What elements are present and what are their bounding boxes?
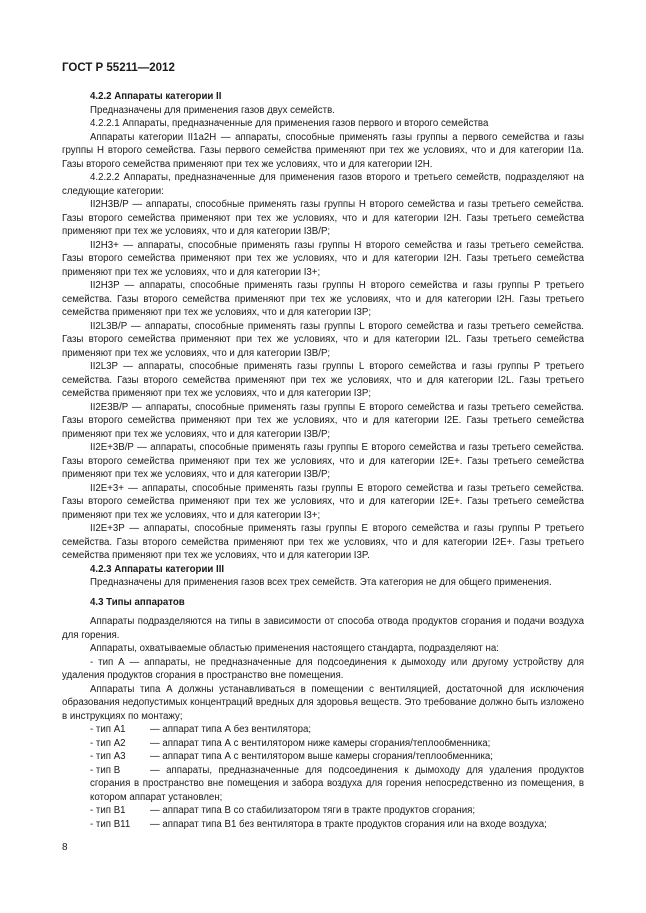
type-list-item <box>62 737 584 751</box>
type-description: — аппарат типа А без вентилятора; <box>150 724 312 735</box>
document-body <box>62 90 584 831</box>
paragraph: Аппараты типа А должны устанавливаться в помещении с вентиляцией, достаточной для исключения образования недопустимых концентраций вредных для здоровья веществ. Это требование должно быть изложено в инструкциях по монтажу; <box>62 683 584 722</box>
type-label: - тип B1 <box>90 805 126 816</box>
document-header: ГОСТ Р 55211—2012 <box>62 62 175 74</box>
type-list-item <box>62 723 584 737</box>
type-description: — аппарат типа А с вентилятором ниже камеры сгорания/теплообменника; <box>150 737 491 749</box>
paragraph: II2L3P — аппараты, способные применять газы группы L второго семейства и газы группы Р третьего семейства. Газы второго семейства применяют при тех же условиях, что и для категории I2L. Газы третьего семейства применяют при тех же условиях, что и для категории I3P; <box>62 361 584 399</box>
type-list-item <box>62 764 584 805</box>
paragraph: - тип А — аппараты, не предназначенные для подсоединения к дымоходу или другому устройству для удаления продуктов сгорания в пространство вне помещения. <box>62 656 584 681</box>
section-heading: 4.3 Типы аппаратов <box>90 596 185 608</box>
type-label: - тип B11 <box>90 818 131 830</box>
page-number: 8 <box>62 842 68 853</box>
paragraph: II2H3P — аппараты, способные применять газы группы Н второго семейства и газы группы Р третьего семейства. Газы второго семейства применяют при тех же условиях, что и для категории I2H. Газы третьего семейства применяют при тех же условиях, что и для категории I3P; <box>62 280 584 318</box>
paragraph: Аппараты подразделяются на типы в зависимости от способа отвода продуктов сгорания и подачи воздуха для горения. <box>62 616 584 641</box>
section-heading: 4.2.2 Аппараты категории II <box>90 91 222 102</box>
type-description: — аппарат типа А с вентилятором выше камеры сгорания/теплообменника; <box>150 751 494 762</box>
paragraph: II2E+3B/P — аппараты, способные применять газы группы Е второго семейства и газы третьего семейства. Газы второго семейства применяют при тех же условиях, что и для категории I2E+. Газы третьего семейства применяют при тех же условиях, что и для категории I3B/P; <box>62 442 584 480</box>
paragraph: 4.2.2.2 Аппараты, предназначенные для применения газов второго и третьего семейств, подразделяют на следующие категории: <box>62 172 584 197</box>
section-heading: 4.2.3 Аппараты категории III <box>90 563 225 575</box>
paragraph: II2E3B/P — аппараты, способные применять газы группы Е второго семейства и газы третьего семейства. Газы второго семейства применяют при тех же условиях, что и для категории I2E. Газы третьего семейства применяют при тех же условиях, что и для категории I3B/P; <box>62 401 584 440</box>
type-description: — аппарат типа B1 без вентилятора в тракте продуктов сгорания или на входе воздуха; <box>150 818 547 830</box>
type-label: - тип A2 <box>90 737 126 749</box>
paragraph: Предназначены для применения газов всех трех семейств. Эта категория не для общего применения. <box>90 577 552 588</box>
paragraph: Аппараты, охватываемые областью применения настоящего стандарта, подразделяют на: <box>90 643 499 654</box>
type-description: — аппарат типа В со стабилизатором тяги в тракте продуктов сгорания; <box>150 805 476 816</box>
type-list-item <box>62 804 584 818</box>
paragraph: II2H3+ — аппараты, способные применять газы группы Н второго семейства и газы третьего семейства. Газы второго семейства применяют при тех же условиях, что и для категории I2H. Газы третьего семейства применяют при тех же условиях, что и для категории I3+; <box>62 239 584 278</box>
paragraph: II2H3B/P — аппараты, способные применять газы группы Н второго семейства и газы третьего семейства. Газы второго семейства применяют при тех же условиях, что и для категории I2H. Газы третьего семейства применяют при тех же условиях, что и для категории I3B/P; <box>62 199 584 237</box>
type-list-item <box>62 750 584 764</box>
type-list-item <box>62 818 584 832</box>
paragraph: 4.2.2.1 Аппараты, предназначенные для применения газов первого и второго семейства <box>90 118 489 129</box>
paragraph: Аппараты категории II1a2H — аппараты, способные применять газы группы а первого семейства и газы группы Н второго семейства. Газы первого семейства применяют при тех же условиях, что и для категории I1a. Газы второго семейства применяют при тех же условиях, что и для категории I2H. <box>62 131 584 170</box>
paragraph: II2E+3+ — аппараты, способные применять газы группы Е второго семейства и газы третьего семейства. Газы второго семейства применяют при тех же условиях, что и для категории I2E+. Газы третьего семейства применяют при тех же условиях, что и для категории I3+; <box>62 482 584 521</box>
paragraph: Предназначены для применения газов двух семейств. <box>90 104 335 116</box>
type-label: - тип A3 <box>90 751 126 762</box>
type-label: - тип B <box>90 764 121 776</box>
type-description: — аппараты, предназначенные для подсоединения к дымоходу для удаления продуктов сгорания в пространство вне помещения и забора воздуха для горения непосредственно из помещения, в котором аппарат установлен; <box>90 764 584 803</box>
type-list <box>62 723 584 831</box>
paragraph: II2E+3P — аппараты, способные применять газы группы Е второго семейства и газы группы Р третьего семейства. Газы второго семейства применяют при тех же условиях, что и для категории I2E+. Газы третьего семейства применяют при тех же условиях, что и для категории I3P. <box>62 523 584 561</box>
paragraph-list <box>62 90 584 723</box>
paragraph: II2L3B/P — аппараты, способные применять газы группы L второго семейства и газы третьего семейства. Газы второго семейства применяют при тех же условиях, что и для категории I2L. Газы третьего семейства применяют при тех же условиях, что и для категории I3B/P; <box>62 320 584 359</box>
type-label: - тип A1 <box>90 724 126 735</box>
